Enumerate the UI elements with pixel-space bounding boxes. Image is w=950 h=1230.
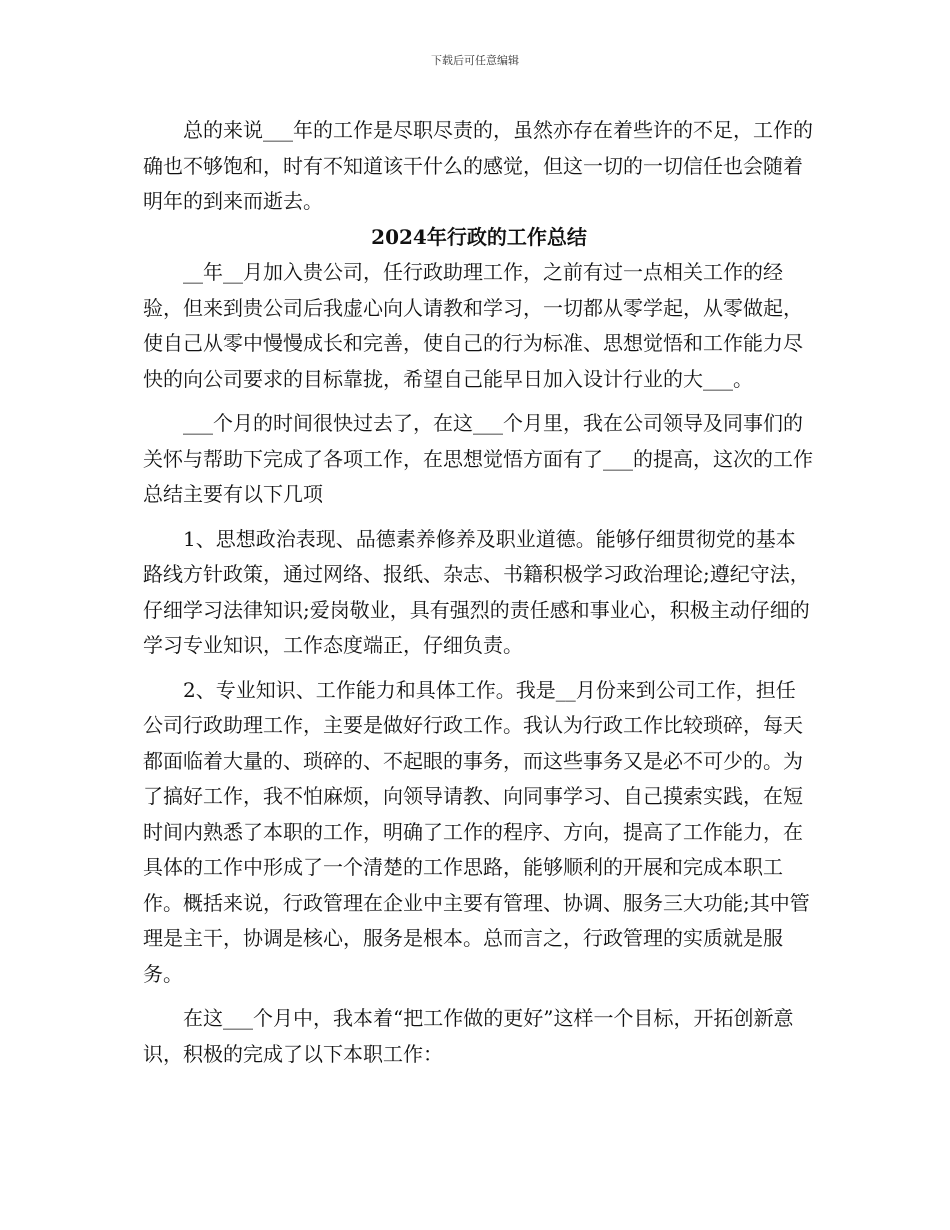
paragraph-5: 在这___个月中，我本着“把工作做的更好”这样一个目标，开拓创新意识，积极的完成了以下本职工作：: [143, 1006, 794, 1066]
intro-paragraph: 总的来说___年的工作是尽职尽责的，虽然亦存在着些许的不足，工作的确也不够饱和，时有不知道该干什么的感觉，但这一切的一切信任也会随着明年的到来而逝去。: [143, 118, 813, 213]
document-title: 2024年行政的工作总结: [371, 224, 587, 249]
paragraph-4: 2、专业知识、工作能力和具体工作。我是__月份来到公司工作，担任公司行政助理工作，主要是做好行政工作。我认为行政工作比较琐碎，每天都面临着大量的、琐碎的、不起眼的事务，而这些事务又是必不可少的。为了搞好工作，我不怕麻烦，向领导请教、向同事学习、自己摸索实践，在短时间内熟悉了本职的工作，明确了工作的程序、方向，提高了工作能力，在具体的工作中形成了一个清楚的工作思路，能够顺利的开展和完成本职工作。概括来说，行政管理在企业中主要有管理、协调、服务三大功能;其中管理是主干，协调是核心，服务是根本。总而言之，行政管理的实质就是服务。: [143, 677, 810, 986]
paragraph-2: ___个月的时间很快过去了，在这___个月里，我在公司领导及同事们的关怀与帮助下完成了各项工作，在思想觉悟方面有了___的提高，这次的工作总结主要有以下几项: [143, 411, 813, 506]
document-body: [143, 113, 815, 1072]
paragraph-3: 1、思想政治表现、品德素养修养及职业道德。能够仔细贯彻党的基本路线方针政策，通过网络、报纸、杂志、书籍积极学习政治理论;遵纪守法，仔细学习法律知识;爱岗敬业，具有强烈的责任感和事业心，积极主动仔细的学习专业知识，工作态度端正，仔细负责。: [143, 526, 810, 657]
page-header-note: 下载后可任意编辑: [431, 54, 519, 67]
paragraph-1: __年__月加入贵公司，任行政助理工作，之前有过一点相关工作的经验，但来到贵公司后我虚心向人请教和学习，一切都从零学起，从零做起，使自己从零中慢慢成长和完善，使自己的行为标准、思想觉悟和工作能力尽快的向公司要求的目标靠拢，希望自己能早日加入设计行业的大___。: [143, 260, 803, 391]
